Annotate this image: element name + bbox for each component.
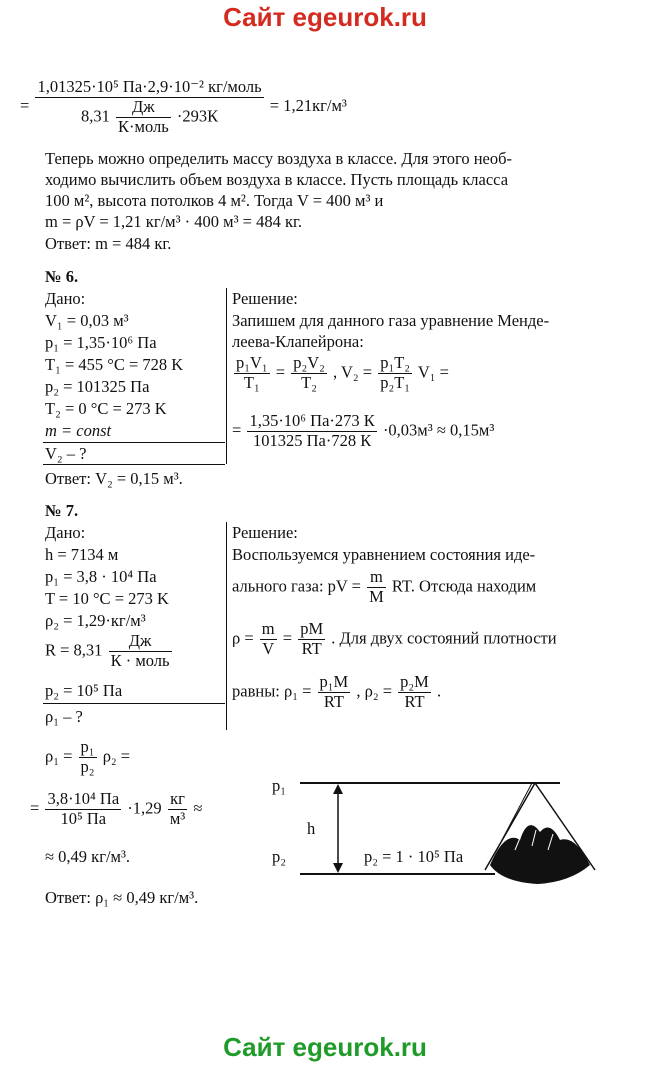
mass-calculation: m = ρV = 1,21 кг/м³ · 400 м³ = 484 кг. [45,212,303,231]
ideal-gas-equation [232,568,536,607]
given-item: T = 10 °C = 273 K [45,589,169,608]
den: 10⁵ Па [45,809,121,829]
arrow-head-down [333,863,343,873]
equals-sign: = [30,798,40,818]
given-item: T₁ = 455 °C = 728 K [45,355,184,374]
fraction [168,790,187,829]
given-item: ρ₂ = 1,29·кг/м³ [45,611,146,630]
num: p₂V₂ [293,353,325,372]
den: T₂ [291,373,327,393]
den: К · моль [110,650,170,670]
given-item: V₁ = 0,03 м³ [45,311,129,330]
p2-label: p₂ [272,847,287,866]
calc-result: ·0,03м³ ≈ 0,15м³ [382,420,495,440]
two-state-densities [232,673,441,712]
num: 3,8·10⁴ Па [47,789,120,808]
given-item: p₁ = 1,35·10⁶ Па [45,333,157,352]
den: RT [318,692,351,712]
formula-text: , V₂ = [333,362,373,382]
fraction [234,354,270,393]
formula-text: V₁ = [417,362,449,382]
num: p₂M [400,672,429,691]
num: pM [300,619,324,638]
solution-title: Решение: [232,289,298,308]
h-label: h [307,819,316,838]
den: M [369,586,384,606]
fraction [378,354,412,393]
density-relation [232,620,557,659]
solution-text: леева-Клапейрона: [232,332,364,351]
fraction [398,673,431,712]
den: p₂T₁ [380,372,411,392]
density-fraction [35,78,263,137]
den: м³ [169,808,186,828]
given-divider [43,464,225,465]
density-result: ≈ 0,49 кг/м³. [45,847,131,866]
equals-sign: = [282,628,293,648]
given-item: h = 7134 м [45,545,119,564]
equals-sign: = [275,362,286,382]
p1-label: p₁ [272,776,287,795]
den: T₁ [234,373,270,393]
formula-text: RT. Отсюда находим [391,576,537,596]
given-item: p₁ = 3,8 · 10⁴ Па [45,567,157,586]
fraction [318,673,351,712]
num: p₁V₁ [236,353,268,372]
num: 1,35·10⁶ Па·273 К [249,411,375,430]
density-formula [20,78,347,137]
mountain-diagram [270,770,610,890]
temperature-value: ·293К [176,106,219,126]
formula-text: . [436,681,442,701]
density-ratio [45,738,130,777]
answer-line: Ответ: m = 484 кг. [45,234,172,253]
num: p₁M [319,672,349,691]
paragraph-line: Теперь можно определить массу воздуха в классе. Для этого необ- [45,149,512,168]
den: RT [398,692,431,712]
volume-calculation [232,412,494,451]
fraction [260,620,277,659]
paragraph-line: 100 м², высота потолков 4 м². Тогда V = 400 м³ и [45,191,384,210]
paragraph-line: ходимо вычислить объем воздуха в классе. Пусть площадь класса [45,170,509,189]
formula-text: ρ = [232,628,254,648]
clapeyron-equation [232,354,449,393]
fraction [367,568,386,607]
given-item: T₂ = 0 °C = 273 K [45,399,167,418]
solution-title: Решение: [232,523,298,542]
given-item: m = const [45,421,112,440]
unit-num: Дж [132,96,155,116]
fraction [247,412,376,451]
density-result: = 1,21кг/м³ [269,96,347,116]
num: кг [170,789,185,808]
formula-text: ρ₁ = [45,746,73,766]
find-item: V₂ – ? [45,444,87,463]
answer-line: Ответ: ρ₁ ≈ 0,49 кг/м³. [45,888,199,907]
fraction [45,790,121,829]
fraction [79,738,97,777]
given-title: Дано: [45,523,86,542]
given-gas-constant [45,632,174,671]
p2-value: p₂ = 1 · 10⁵ Па [364,847,464,866]
problem-number: № 6. [45,267,79,286]
formula-text: . Для двух состояний плотности [331,628,557,648]
solution-text: Воспользуемся уравнением состояния иде- [232,545,536,564]
fraction [298,620,325,659]
problem-number: № 7. [45,501,79,520]
site-watermark-bottom: Сайт egeurok.ru [223,1032,427,1062]
fraction [109,632,172,671]
arrow-head-up [333,784,343,794]
section-divider [226,288,227,464]
formula-text: ального газа: pV = [232,576,361,596]
formula-text: равны: ρ₁ = [232,681,312,701]
find-item: ρ₁ – ? [45,707,83,726]
formula-text: ρ₂ = [102,746,131,766]
num: p₁T₂ [380,353,411,372]
answer-line: Ответ: V₂ = 0,15 м³. [45,469,183,488]
solution-text: Запишем для данного газа уравнение Менде- [232,311,550,330]
density-calculation [30,790,202,829]
equals-sign: = [232,420,242,440]
given-item: p₂ = 10⁵ Па [45,681,123,700]
den: V [260,639,277,659]
fraction-numerator: 1,01325·10⁵ Па·2,9·10⁻² кг/моль [37,77,262,96]
fraction [291,354,327,393]
given-item: p₂ = 101325 Па [45,377,150,396]
den: p₂ [80,756,95,776]
formula-text: ·1,29 [127,798,162,818]
given-title: Дано: [45,289,86,308]
num: m [261,619,275,638]
formula-text: , ρ₂ = [356,681,393,701]
given-divider [43,703,225,704]
formula-text: R = 8,31 [45,640,103,660]
equals-sign: = [20,96,30,116]
unit-den: К·моль [118,116,169,136]
formula-text: ≈ [193,798,203,818]
den: 101325 Па·728 К [247,431,376,451]
den: RT [298,639,325,659]
gas-constant-unit [116,98,171,137]
gas-constant-value: 8,31 [81,106,110,126]
section-divider [226,522,227,730]
fraction-denominator [35,97,263,137]
num: Дж [128,631,152,650]
site-watermark-top: Сайт egeurok.ru [223,2,427,32]
num: m [370,567,383,586]
num: p₁ [80,737,95,756]
